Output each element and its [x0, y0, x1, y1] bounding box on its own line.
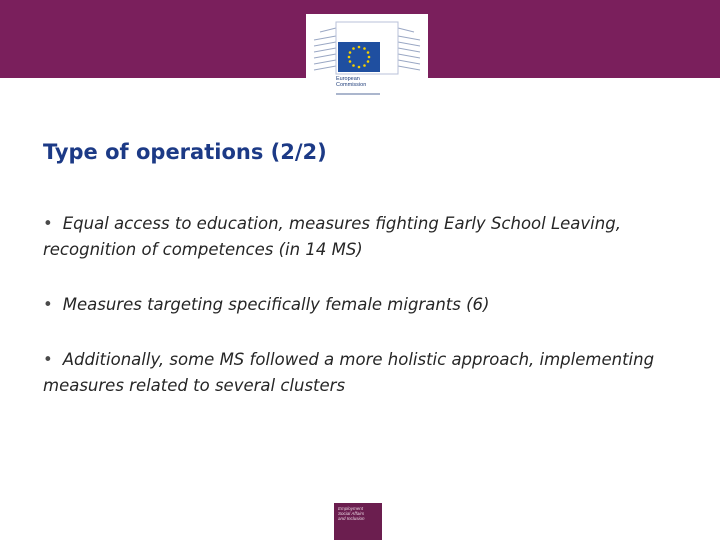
dg-employment-logo — [334, 503, 382, 540]
logo-wordmark: European Commission — [336, 76, 367, 88]
bullet-icon: • — [43, 350, 53, 369]
bullet-text: Additionally, some MS followed a more holistic approach, implementing measures related to several clusters — [43, 350, 655, 395]
bullet-item — [43, 292, 683, 318]
european-commission-logo — [306, 14, 428, 100]
bullet-icon: • — [43, 214, 53, 233]
dg-employment-logo-text: Employment Social Affairs and Inclusion — [338, 506, 365, 521]
bullet-item — [43, 347, 683, 399]
slide-title: Type of operations (2/2) — [43, 140, 327, 164]
bullet-text: Measures targeting specifically female migrants (6) — [62, 295, 490, 314]
bullet-icon: • — [43, 295, 53, 314]
commission-building-icon — [306, 14, 428, 100]
bullet-text: Equal access to education, measures fighting Early School Leaving, recognition of competences (in 14 MS) — [43, 214, 621, 259]
bullet-item — [43, 211, 683, 263]
